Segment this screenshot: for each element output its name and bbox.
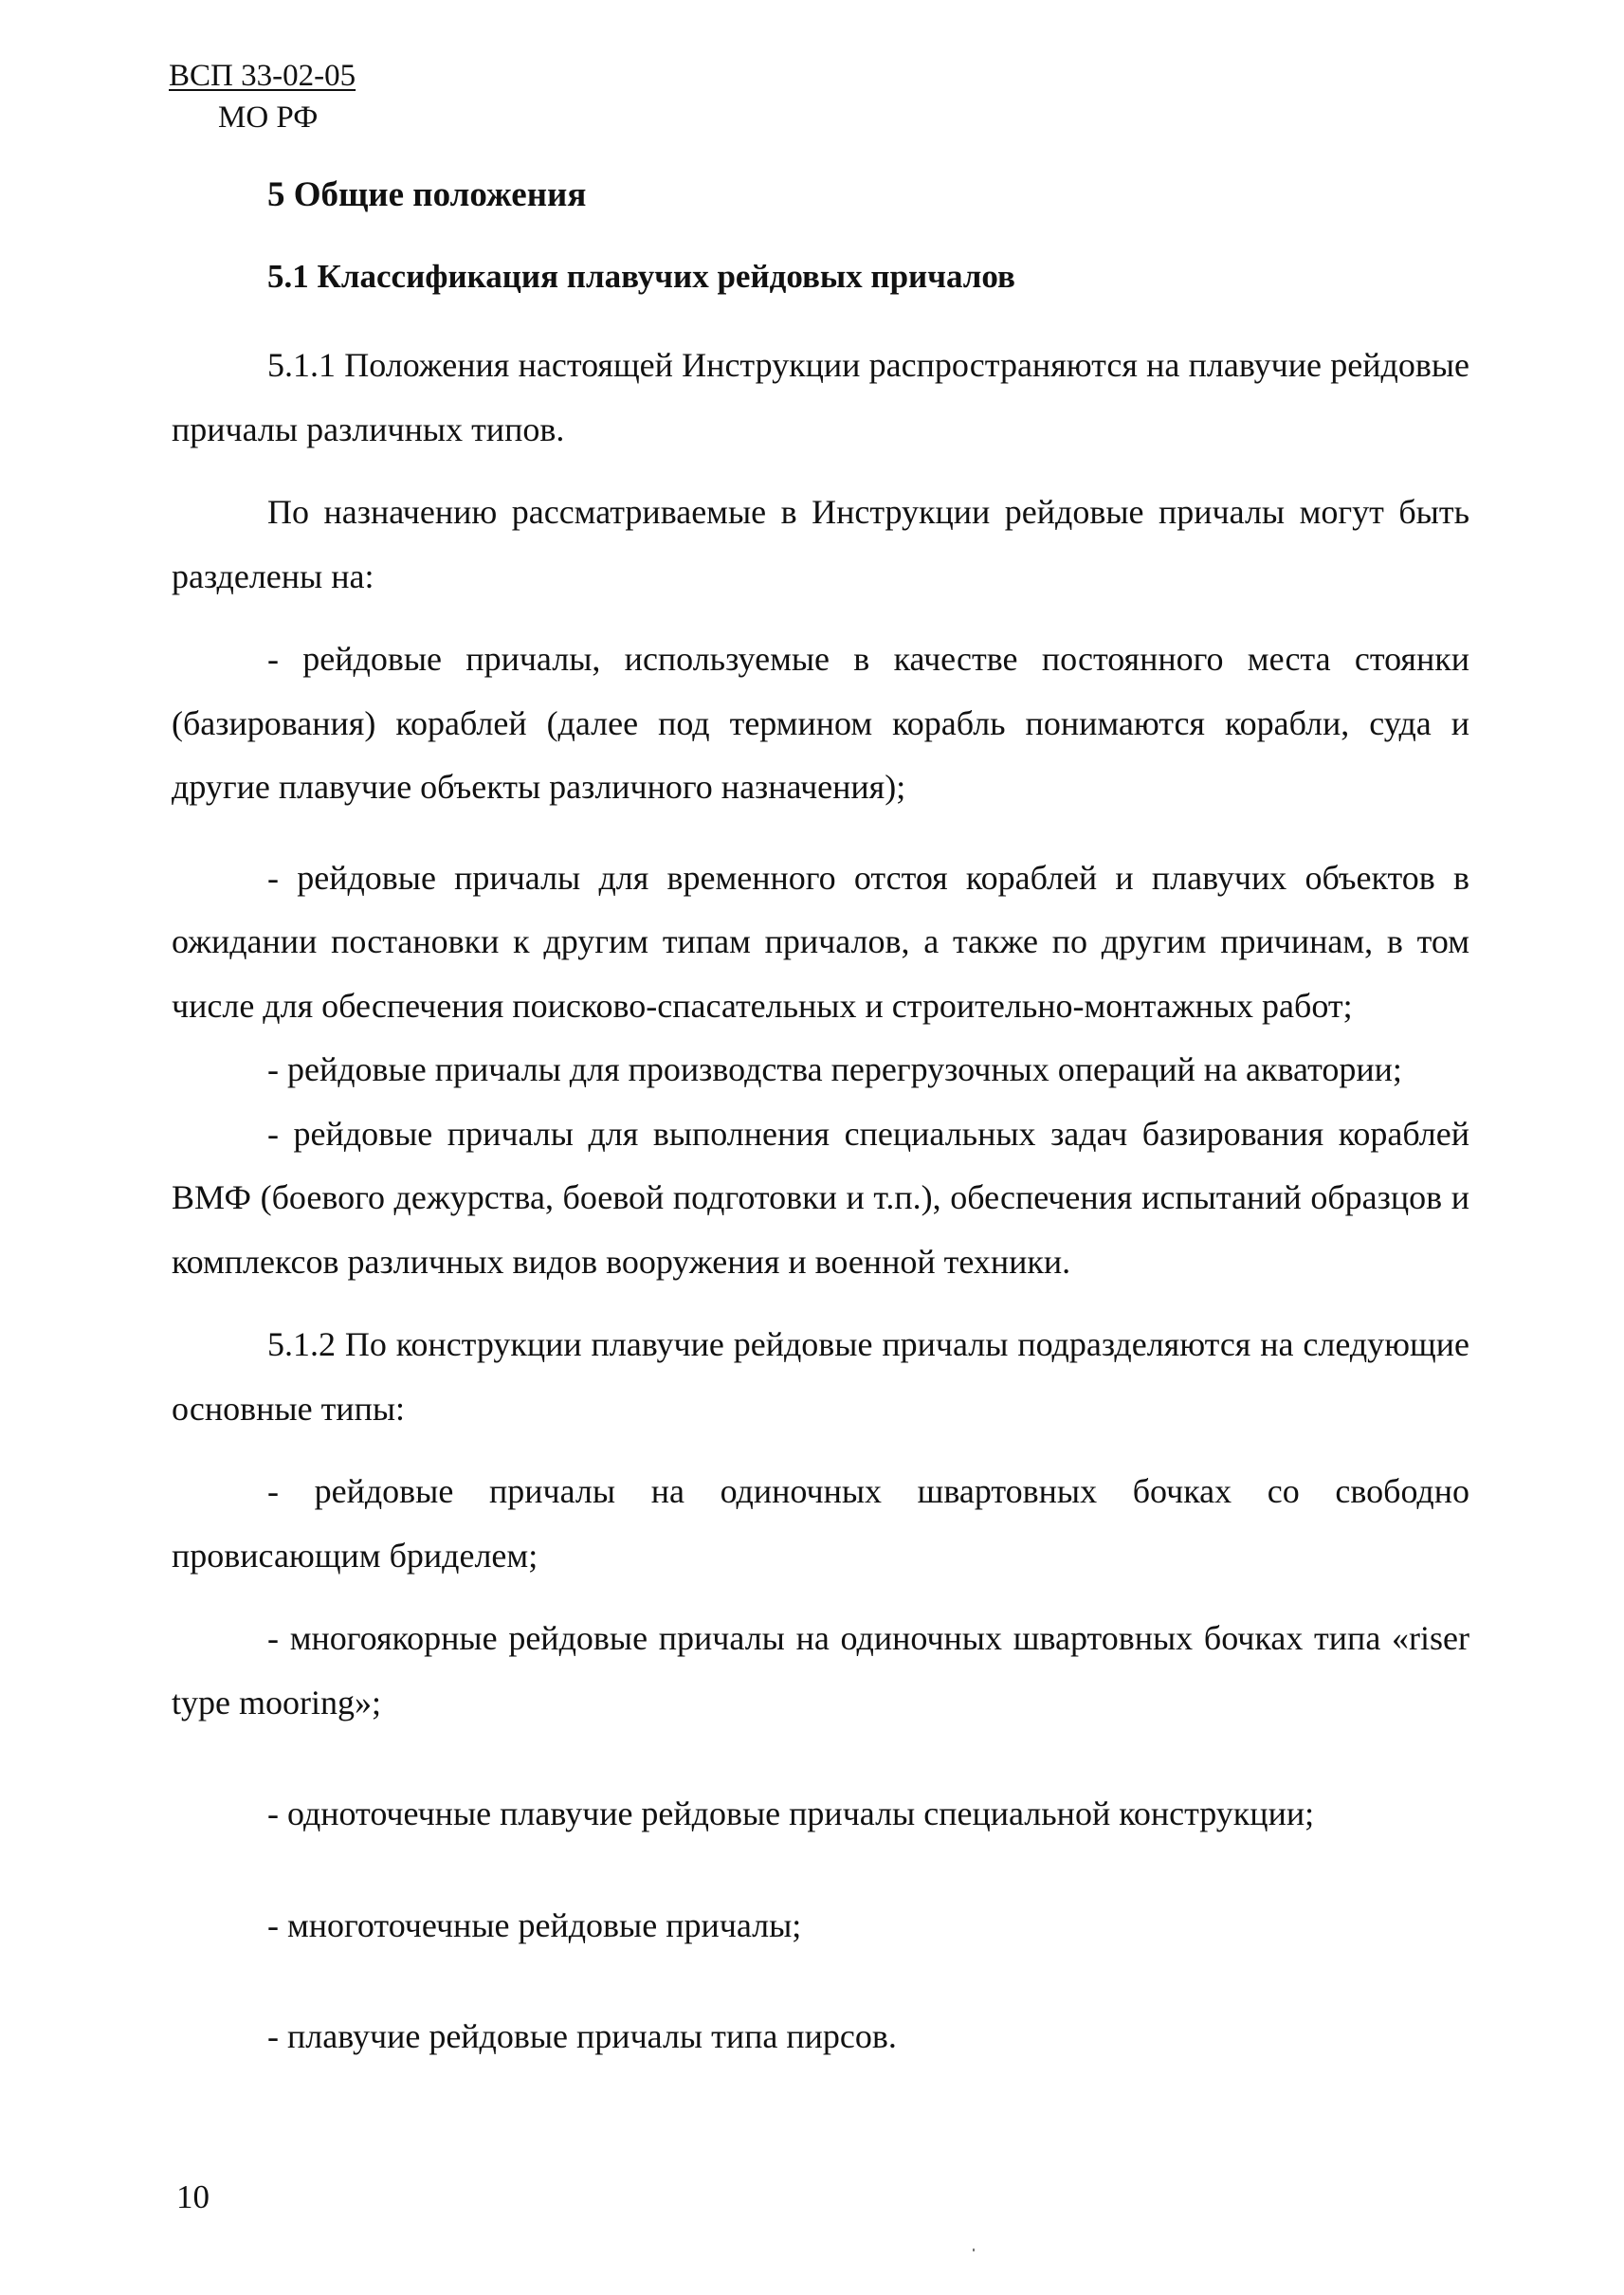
paragraph-purpose-intro: По назначению рассматриваемые в Инструкции рейдовые причалы могут быть разделены на: bbox=[172, 493, 1469, 595]
scan-speck bbox=[973, 2249, 975, 2251]
list-item-temporary-berth: - рейдовые причалы для временного отстоя кораблей и плавучих объектов в ожидании постановки к другим типам причалов, а также по другим причинам, в том числе для обеспечения поисково-спасательных и строительно-монтажных работ; bbox=[172, 858, 1469, 1025]
list-item-special-tasks: - рейдовые причалы для выполнения специальных задач базирования кораблей ВМФ (боевого дежурства, боевой подготовки и т.п.), обеспечения испытаний образцов и комплексов различных видов вооружения и военной техники. bbox=[172, 1114, 1469, 1281]
subsection-title: 5.1 Классификация плавучих рейдовых причалов bbox=[267, 258, 1015, 295]
list-item-permanent-berth: - рейдовые причалы, используемые в качестве постоянного места стоянки (базирования) кораблей (далее под термином корабль понимаются корабли, суда и другие плавучие объекты различного назначения); bbox=[172, 640, 1469, 806]
section-title: 5 Общие положения bbox=[267, 175, 587, 214]
paragraph-5-1-1: 5.1.1 Положения настоящей Инструкции распространяются на плавучие рейдовые причалы различных типов. bbox=[172, 346, 1469, 448]
page-number: 10 bbox=[176, 2178, 210, 2215]
document-code: ВСП 33-02-05 bbox=[169, 59, 356, 93]
list-item-riser-type-mooring: - многоякорные рейдовые причалы на одиночных швартовных бочках типа «riser type mooring»; bbox=[172, 1619, 1469, 1721]
list-item-multi-point-berth: - многоточечные рейдовые причалы; bbox=[267, 1905, 802, 1944]
document-header bbox=[169, 55, 356, 138]
list-item-single-point-berth: - одноточечные плавучие рейдовые причалы специальной конструкции; bbox=[267, 1794, 1315, 1832]
list-item-single-buoy-bridle: - рейдовые причалы на одиночных швартовных бочках со свободно провисающим бриделем; bbox=[172, 1472, 1469, 1575]
paragraph-5-1-2: 5.1.2 По конструкции плавучие рейдовые причалы подразделяются на следующие основные типы: bbox=[172, 1325, 1469, 1428]
document-body bbox=[172, 334, 1469, 2069]
list-item-pier-type-berth: - плавучие рейдовые причалы типа пирсов. bbox=[267, 2017, 897, 2055]
document-organization: МО РФ bbox=[218, 100, 319, 135]
list-item-cargo-operations: - рейдовые причалы для производства перегрузочных операций на акватории; bbox=[267, 1050, 1402, 1088]
